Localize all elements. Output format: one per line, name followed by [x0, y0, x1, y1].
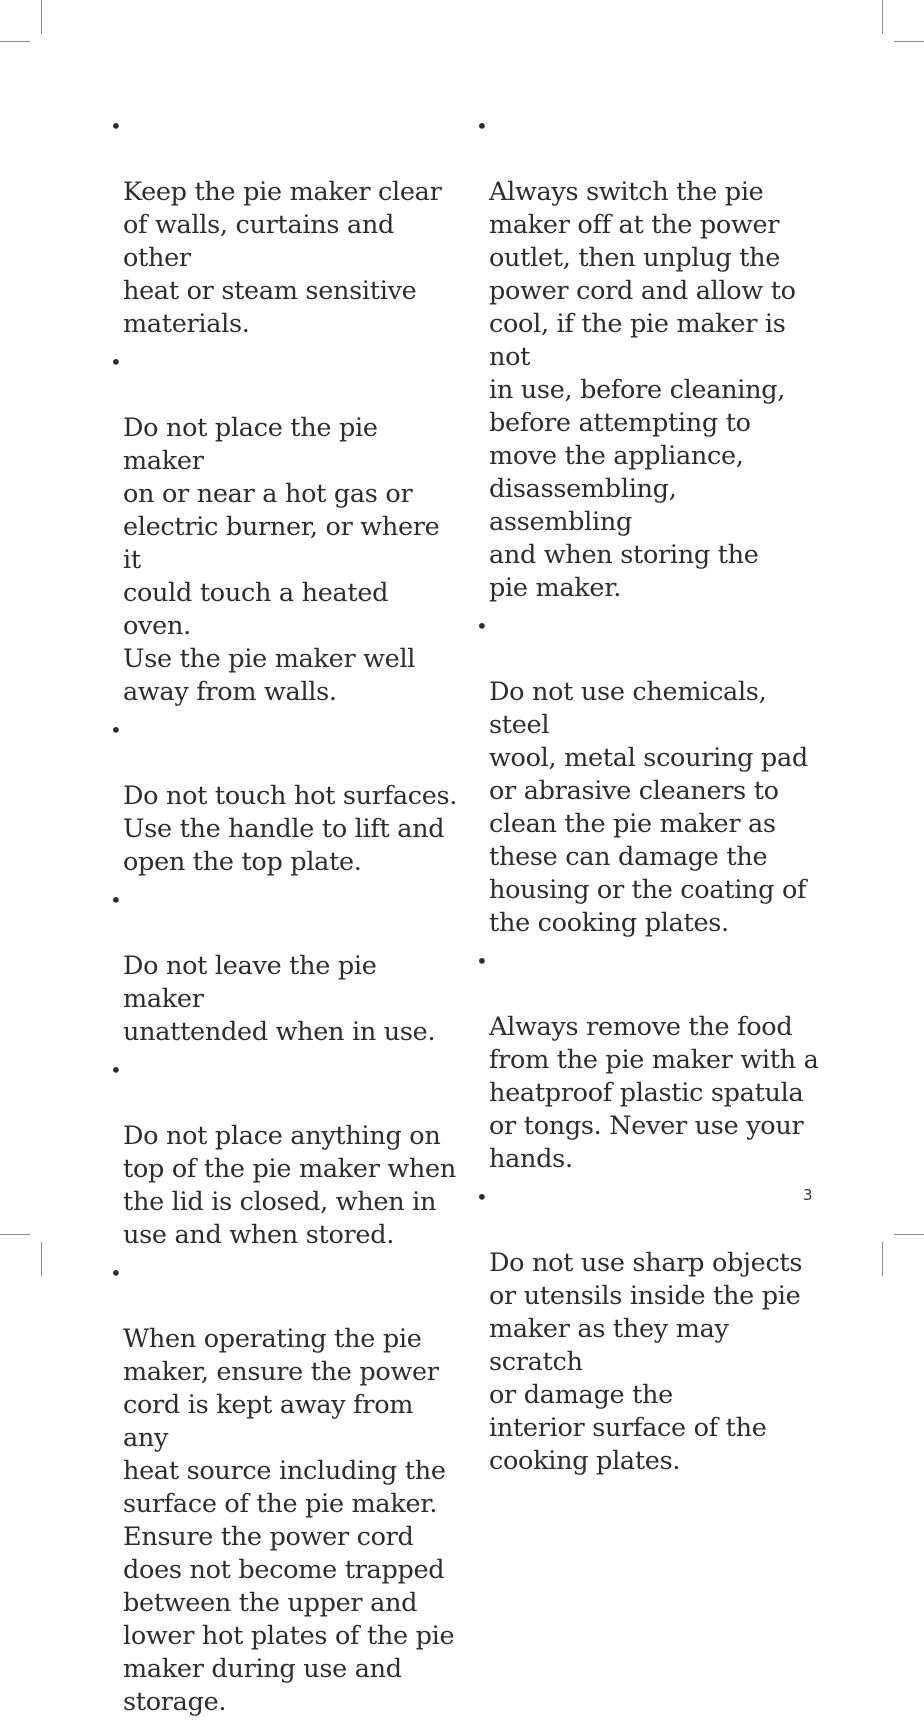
bullet: • [476, 114, 488, 138]
crop-mark-top-right-vertical [882, 0, 883, 34]
safety-item-text: Do not place anything on top of the pie maker when the lid is closed, when in use and when stored. [123, 1121, 456, 1250]
safety-item [110, 884, 460, 1049]
safety-item-text: Do not place the pie maker on or near a hot gas or electric burner, or where it could touch a heated oven. Use the pie maker well away from walls. [123, 413, 440, 707]
safety-item-text: Do not leave the pie maker unattended when in use. [123, 951, 436, 1047]
crop-mark-top-right-horizontal [894, 41, 924, 42]
safety-item-text: Do not use chemicals, steel wool, metal scouring pad or abrasive cleaners to clean the pie maker as these can damage the housing or the coating of the cooking plates. [489, 677, 808, 938]
safety-item [110, 346, 460, 709]
crop-mark-top-left-vertical [41, 0, 42, 34]
safety-item-text: Do not touch hot surfaces. Use the handle to lift and open the top plate. [123, 781, 458, 877]
safety-item [476, 610, 821, 940]
safety-item [110, 714, 460, 879]
bullet: • [110, 1261, 122, 1285]
safety-item [476, 945, 821, 1176]
safety-item-text: Always switch the pie maker off at the power outlet, then unplug the power cord and allow to cool, if the pie maker is not in use, before cleaning, before attempting to move the appliance, disassembling, assembling and when storing the pie maker. [489, 177, 796, 603]
crop-mark-top-left-horizontal [0, 41, 30, 42]
safety-item-text: Keep the pie maker clear of walls, curtains and other heat or steam sensitive materials. [123, 177, 442, 339]
crop-mark-bottom-right-vertical [882, 1242, 883, 1276]
safety-item [110, 1257, 460, 1719]
left-column [110, 110, 460, 1724]
safety-item-text: Always remove the food from the pie maker with a heatproof plastic spatula or tongs. Never use your hands. [489, 1012, 819, 1174]
bullet: • [476, 1185, 488, 1209]
right-column [476, 110, 821, 1483]
bullet: • [110, 888, 122, 912]
safety-item [110, 110, 460, 341]
bullet: • [476, 614, 488, 638]
page-number: 3 [803, 1186, 813, 1204]
safety-item-text: Do not use sharp objects or utensils inside the pie maker as they may scratch or damage the interior surface of the cooking plates. [489, 1248, 803, 1476]
bullet: • [110, 718, 122, 742]
safety-item [476, 1181, 821, 1478]
crop-mark-bottom-left-vertical [41, 1242, 42, 1276]
crop-mark-bottom-right-horizontal [894, 1234, 924, 1235]
bullet: • [110, 350, 122, 374]
bullet: • [110, 114, 122, 138]
bullet: • [110, 1058, 122, 1082]
safety-item [110, 1054, 460, 1252]
safety-item-text: When operating the pie maker, ensure the power cord is kept away from any heat source including the surface of the pie maker. Ensure the power cord does not become trapped between the upper and lower hot plates of the pie maker during use and storage. [123, 1324, 455, 1717]
safety-item [476, 110, 821, 605]
bullet: • [476, 949, 488, 973]
crop-mark-bottom-left-horizontal [0, 1234, 30, 1235]
